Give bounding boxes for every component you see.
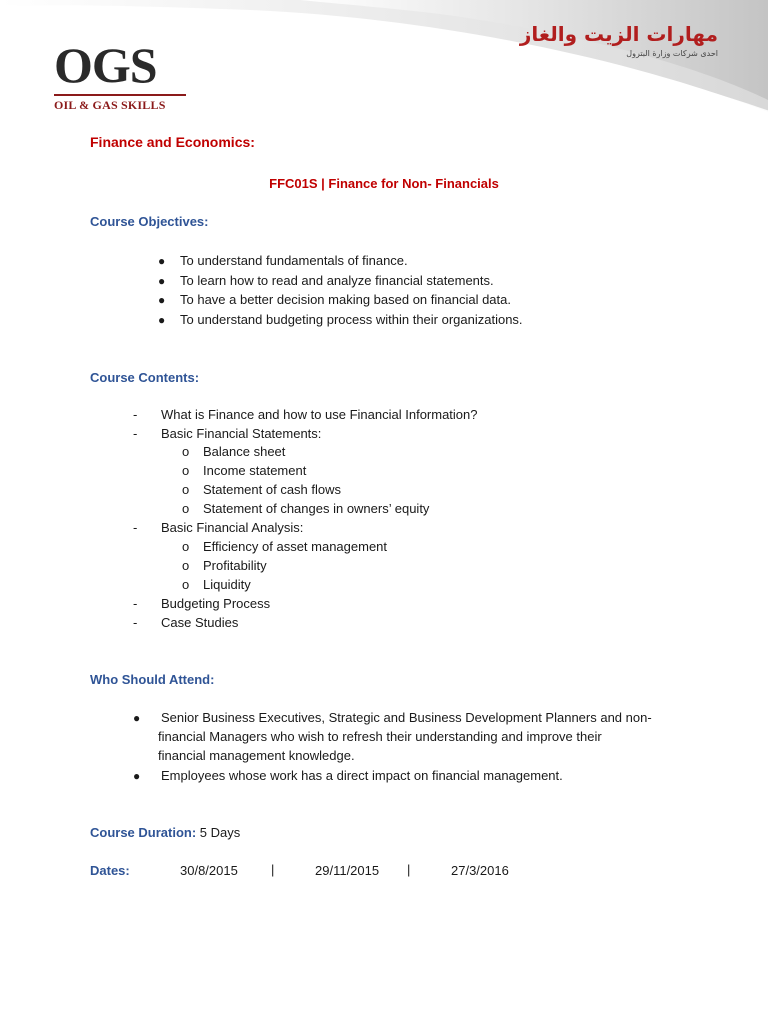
contents-subitem: Profitability [203,558,267,573]
course-title: FFC01S | Finance for Non- Financials [269,176,499,191]
date-value: 27/3/2016 [451,863,509,878]
contents-heading: Course Contents: [90,370,200,385]
bullet-icon: ● [133,711,141,725]
duration-row [90,825,240,840]
date-value: 29/11/2015 [315,863,380,878]
contents-item: Budgeting Process [161,596,271,611]
circle-marker: o [182,463,190,478]
attend-item-line: financial management knowledge. [158,748,355,763]
objectives-heading: Course Objectives: [90,214,209,229]
bullet-icon: ● [158,293,166,307]
page-header [0,0,768,125]
contents-subitem: Statement of changes in owners’ equity [203,501,430,516]
date-value: 30/8/2015 [180,863,238,878]
contents-item: Basic Financial Statements: [161,426,322,441]
attend-item-line: Senior Business Executives, Strategic and Business Development Planners and non- [161,710,652,725]
dash-marker: - [133,596,138,611]
dash-marker: - [133,407,138,422]
arabic-logo-subtitle: احدى شركات وزارة البترول [626,49,718,58]
circle-marker: o [182,444,190,459]
list-item-text: To understand fundamentals of finance. [180,253,408,268]
circle-marker: o [182,539,190,554]
attend-item-line: financial Managers who wish to refresh their understanding and improve their [158,729,602,744]
arabic-logo [486,22,718,58]
dash-marker: - [133,426,138,441]
duration-value: 5 Days [199,825,241,840]
circle-marker: o [182,558,190,573]
logo-subtitle: OIL & GAS SKILLS [54,98,166,112]
bullet-icon: ● [158,274,166,288]
contents-item: What is Finance and how to use Financial Information? [161,407,478,422]
ogs-logo [54,37,186,113]
circle-marker: o [182,577,190,592]
arabic-logo-title: مهارات الزيت والغاز [519,22,718,46]
contents-subitem: Statement of cash flows [203,482,342,497]
list-item-text: To understand budgeting process within their organizations. [180,312,523,327]
date-separator: | [271,862,275,877]
contents-subitem: Liquidity [203,577,251,592]
logo-divider [54,94,186,96]
contents-subitem: Balance sheet [203,444,286,459]
dash-marker: - [133,615,138,630]
list-item-text: To learn how to read and analyze financial statements. [180,273,494,288]
date-separator: | [407,862,411,877]
bullet-icon: ● [158,313,166,327]
dash-marker: - [133,520,138,535]
list-item-text: To have a better decision making based on financial data. [180,292,511,307]
duration-label: Course Duration: [90,825,197,840]
contents-subitem: Efficiency of asset management [203,539,388,554]
bullet-icon: ● [133,769,141,783]
contents-item: Case Studies [161,615,239,630]
circle-marker: o [182,501,190,516]
dates-label: Dates: [90,863,130,878]
contents-subitem: Income statement [203,463,307,478]
circle-marker: o [182,482,190,497]
attend-heading: Who Should Attend: [90,672,215,687]
attend-item-line: Employees whose work has a direct impact on financial management. [161,768,563,783]
section-title: Finance and Economics: [90,134,255,150]
contents-item: Basic Financial Analysis: [161,520,304,535]
bullet-icon: ● [158,254,166,268]
logo-text: OGS [54,37,157,93]
